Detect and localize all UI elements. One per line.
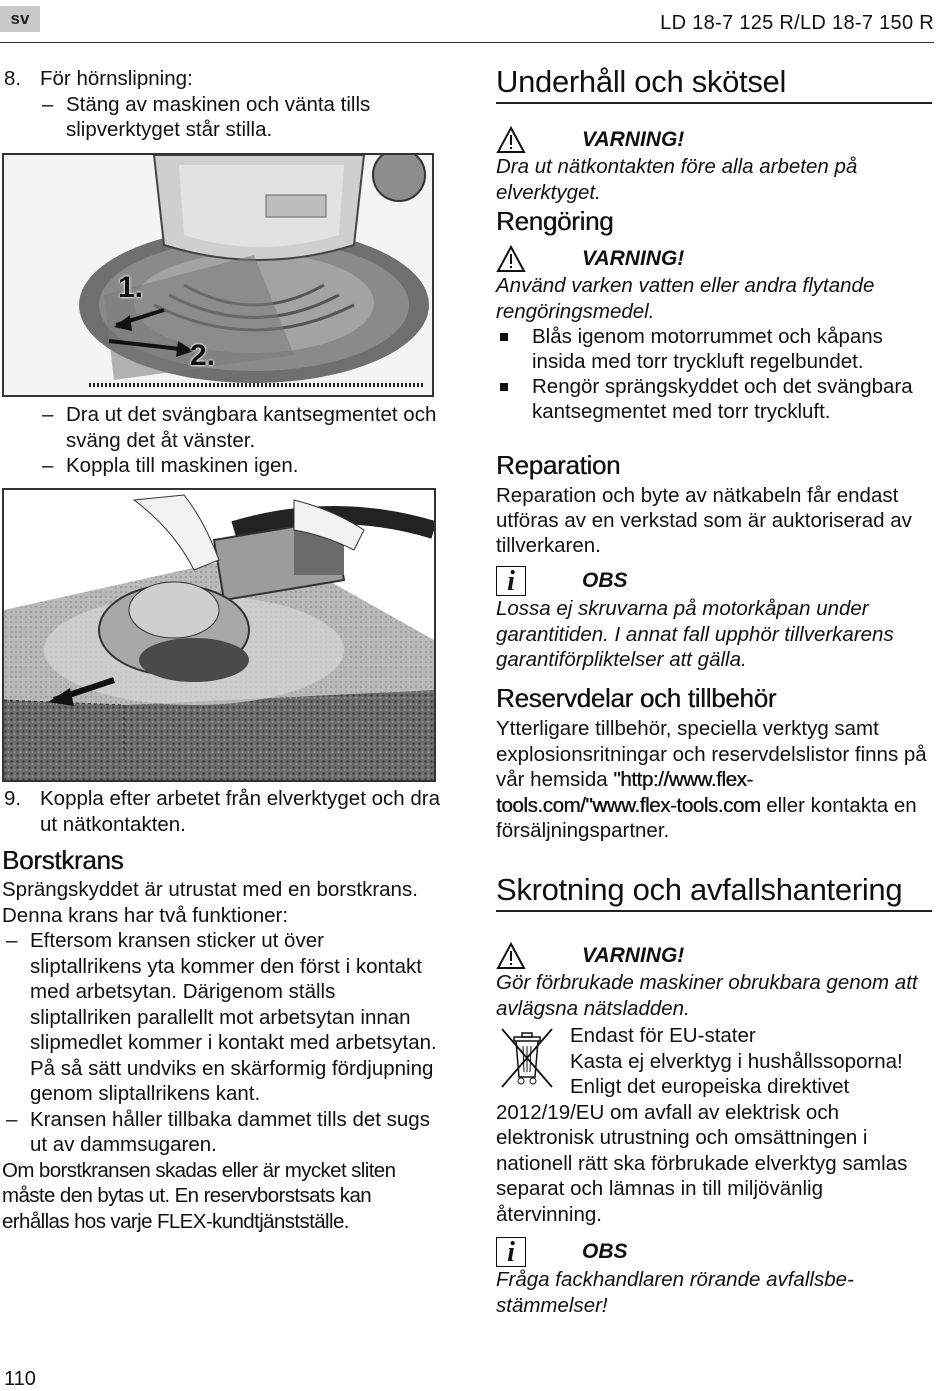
info-icon: i (496, 1237, 526, 1267)
cleaning-bullet-2: Rengör sprängskyddet och det svängbara kantsegmentet med torr tryckluft. (496, 374, 932, 424)
repair-text: Reparation och byte av nätkabeln får endast utföras av en verkstad som är auktoriserad av tillverkaren. (496, 484, 912, 557)
eu-directive-continued: 2012/19/EU om avfall av elektrisk och elektronisk utrustning och omsättningen i nationell rätt ska förbrukade elverktyg samlas separat och lämnas in till miljövänlig återvinning. (496, 1100, 908, 1226)
website-link[interactable]: "http://www.flex-tools.com/"www.flex-tools.com (496, 768, 761, 817)
cleaning-section (496, 206, 932, 424)
repair-note-text: Lossa ej skruvarna på motorkåpan under garantitiden. I annat fall upphör tillverkarens garantiförpliktelser att gälla. (496, 597, 894, 671)
cleaning-warning-text: Använd varken vatten eller andra flytande rengöringsmedel. (496, 274, 875, 323)
step-9-text: Koppla efter arbetet från elverktyget och dra ut nätkontakten. (40, 787, 440, 836)
maintenance-warning-text: Dra ut nätkontakten före alla arbeten på elverktyget. (496, 155, 858, 204)
spare-parts-section (496, 683, 932, 844)
warning-triangle-icon (496, 245, 526, 273)
note-label: OBS (582, 1240, 628, 1263)
dash-swing-segment: Dra ut det svängbara kantsegmentet och sväng det åt vänster. (66, 403, 437, 452)
eu-only: Endast för EU-stater (570, 1024, 756, 1047)
bullet-marker (496, 374, 532, 424)
eu-disposal-block (496, 1023, 932, 1227)
figure-corner-grinding (2, 153, 434, 397)
warning-label: VARNING! (582, 128, 685, 151)
step-9: 9. Koppla efter arbetet från elverktyget och dra ut nätkontakten. (4, 787, 440, 836)
maintenance-heading: Underhåll och skötsel (496, 64, 932, 104)
borstkrans-section: Sprängskyddet är utrustat med en borstkrans. Denna krans har två funktioner: – Eftersom kransen sticker ut över sliptallrikens yta kommer den först i kontakt med arbetsytan. Därigenom ställs sliptallriken parallellt mot arbetsytan innan slipmedlet kommer i kontakt med arbetsytan. På så sätt undviks en skärformig fördjupning genom sliptallrikens kant. – Kransen håller tillbaka dammet tills det sugs ut av dammsugaren. Om borstkransen skadas eller är mycket sliten måste den bytas ut. En reservborstsats kan erhållas hos varje FLEX-kundtjänstställe. (2, 877, 440, 1234)
step-8-sub: Stäng av maskinen och vänta tills slipverktyget står stilla. (66, 92, 371, 141)
warning-triangle-icon (496, 942, 526, 970)
repair-heading: Reparation (496, 450, 621, 480)
cleaning-warning (496, 245, 932, 273)
borstkrans-intro: Sprängskyddet är utrustat med en borstkrans. Denna krans har två funktioner: (2, 878, 418, 927)
grinding-illustration (4, 490, 434, 780)
disposal-warning-text: Gör förbrukade maskiner obrukbara genom att avlägsna nätsladden. (496, 971, 918, 1020)
model-header: LD 18-7 125 R/LD 18-7 150 R (660, 12, 934, 34)
note-label: OBS (582, 569, 628, 592)
disposal-note-text: Fråga fackhandlaren rörande avfallsbe-stämmelser! (496, 1268, 854, 1317)
grinder-closeup-illustration (4, 155, 432, 395)
step-8-continued: – Dra ut det svängbara kantsegmentet och sväng det åt vänster. – Koppla till maskinen igen. (42, 403, 437, 477)
warning-label: VARNING! (582, 247, 685, 270)
borstkrans-heading: Borstkrans (2, 845, 124, 875)
maintenance-section (496, 64, 932, 205)
spare-parts-heading: Reservdelar och tillbehör (496, 683, 777, 713)
spare-parts-text: Ytterligare tillbehör, speciella verktyg samt explosionsritningar och reservdelslistor finns på vår hemsida "http://www.flex-tools.com/"www.flex-tools.com eller kontakta en försäljningspartner. (496, 717, 927, 842)
cleaning-bullet-1: Blås igenom motorrummet och kåpans insida med torr tryckluft regelbundet. (496, 324, 932, 374)
step-8-text: För hörnslipning: (40, 67, 193, 90)
disposal-warning (496, 942, 932, 970)
figure-label-1: 1. (118, 271, 144, 304)
repair-note (496, 566, 932, 596)
figure-label-2: 2. (190, 339, 216, 372)
step-8: 8. För hörnslipning: – Stäng av maskinen och vänta tills slipverktyget står stilla. (4, 66, 434, 143)
eu-directive: Enligt det europeiska direktivet (570, 1075, 850, 1098)
repair-section (496, 450, 932, 673)
borstkrans-function-2: Kransen håller tillbaka dammet tills det sugs ut av dammsugaren. (30, 1107, 430, 1156)
maintenance-warning (496, 126, 932, 154)
warning-label: VARNING! (582, 944, 685, 967)
dash-switch-on: Koppla till maskinen igen. (66, 454, 299, 477)
header-rule (0, 42, 934, 43)
disposal-heading: Skrotning och avfallshantering (496, 872, 932, 912)
warning-triangle-icon (496, 126, 526, 154)
page-number: 110 (4, 1368, 36, 1390)
language-badge: sv (0, 6, 40, 32)
disposal-section (496, 872, 932, 1318)
bullet-marker (496, 324, 532, 374)
info-icon: i (496, 566, 526, 596)
cleaning-heading: Rengöring (496, 206, 614, 236)
figure-grinding-operation (2, 488, 436, 782)
borstkrans-function-1: Eftersom kransen sticker ut över sliptallrikens yta kommer den först i kontakt med arbetsytan. Därigenom ställs sliptallriken parallellt mot arbetsytan innan slipmedlet kommer i kontakt med arbetsytan. På så sätt undviks en skärformig fördjupning genom sliptallrikens kant. (30, 929, 437, 1105)
borstkrans-outro: Om borstkransen skadas eller är mycket sliten måste den bytas ut. En reservborstsats kan erhållas hos varje FLEX-kundtjänstställe. (2, 1158, 396, 1233)
eu-no-household: Kasta ej elverktyg i hushållssoporna! (570, 1049, 903, 1073)
crossed-bin-icon (498, 1027, 556, 1089)
disposal-note (496, 1237, 932, 1267)
